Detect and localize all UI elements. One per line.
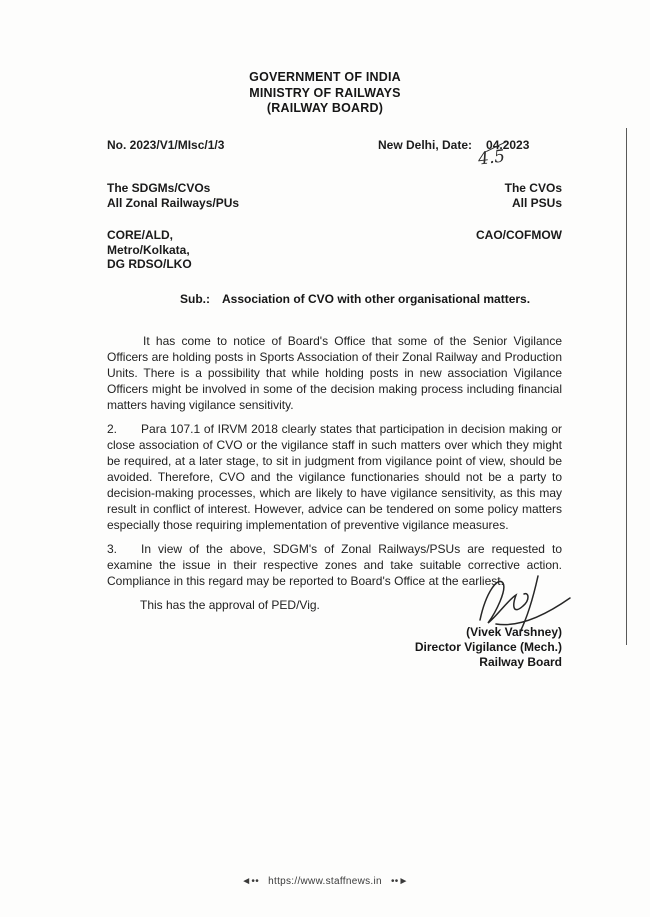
paragraph-2-number: 2.: [107, 422, 118, 436]
addressee-left-line3: CORE/ALD,: [107, 228, 173, 242]
letterhead-line2: MINISTRY OF RAILWAYS: [249, 85, 401, 100]
paragraph-2: [107, 421, 562, 533]
handwritten-date: 4.5: [476, 146, 507, 170]
addressee-left-line2: All Zonal Railways/PUs: [107, 195, 240, 210]
addressee-right-block: [505, 181, 562, 210]
addressee-right-line2: All PSUs: [511, 195, 562, 210]
signatory-name: (Vivek Varshney): [466, 625, 562, 639]
addressee-right-line1: The CVOs: [504, 181, 562, 195]
letterhead: [0, 70, 650, 117]
paragraph-3: [107, 541, 562, 589]
footer-left-arrow-icon: ◄••: [241, 876, 260, 887]
footer-right-arrow-icon: ••►: [390, 876, 409, 887]
addressee-left-block: [107, 181, 239, 210]
footer-url: https://www.staffnews.in: [268, 876, 382, 887]
footer-watermark: [0, 876, 650, 887]
paragraph-2-text: Para 107.1 of IRVM 2018 clearly states that participation in decision making or close association of CVO or the vigilance staff in such matters over which they might be required, at a later stage, to sit in judgment from vigilance point of view, should be avoided. Therefore, CVO and the vigilance functionaries should not be a party to decision-making processes, which are likely to have vigilance sensitivity, as this may result in conflict of interest. However, advice can be tendered on some policy matters especially those requiring implementation of preventive vigilance measures.: [107, 422, 562, 532]
letter-body: [107, 333, 562, 670]
letterhead-line1: GOVERNMENT OF INDIA: [249, 70, 401, 84]
subject-line: [180, 292, 560, 306]
addressee-right-block-2: [476, 228, 562, 243]
addressee-left-line4: Metro/Kolkata,: [107, 242, 190, 257]
paragraph-3-text: In view of the above, SDGM's of Zonal Railways/PSUs are requested to examine the issue in their respective zones and take suitable corrective action. Compliance in this regard may be reported to Board's Office at the earliest.: [107, 542, 562, 588]
place-date-label: New Delhi, Date:: [378, 138, 473, 152]
printed-date: 04.2023: [486, 138, 530, 152]
signatory-designation: Director Vigilance (Mech.): [414, 640, 562, 654]
letterhead-line3: (RAILWAY BOARD): [266, 101, 384, 115]
addressee-left-line1: The SDGMs/CVOs: [107, 181, 211, 195]
addressee-left-block-2: [107, 228, 192, 272]
addressee-right-line3: CAO/COFMOW: [476, 228, 562, 242]
approval-line: This has the approval of PED/Vig.: [140, 598, 320, 612]
addressee-left-line5: DG RDSO/LKO: [107, 257, 192, 271]
signatory-organization: Railway Board: [479, 655, 562, 669]
paragraph-3-number: 3.: [107, 542, 118, 556]
paragraph-1: It has come to notice of Board's Office that some of the Senior Vigilance Officers are holding posts in Sports Association of their Zonal Railway and Production Units. There is a possibility that while holding posts in new association Vigilance Officers might be involved in some of the decision making process including financial matters having vigilance sensitivity.: [107, 334, 562, 412]
reference-number: No. 2023/V1/MIsc/1/3: [107, 138, 225, 152]
subject-label: Sub.:: [180, 292, 210, 306]
subject-text: Association of CVO with other organisational matters.: [222, 292, 531, 306]
place-date-line: [378, 138, 529, 152]
signature-block: [107, 625, 562, 670]
scan-artifact-line: [626, 128, 627, 645]
